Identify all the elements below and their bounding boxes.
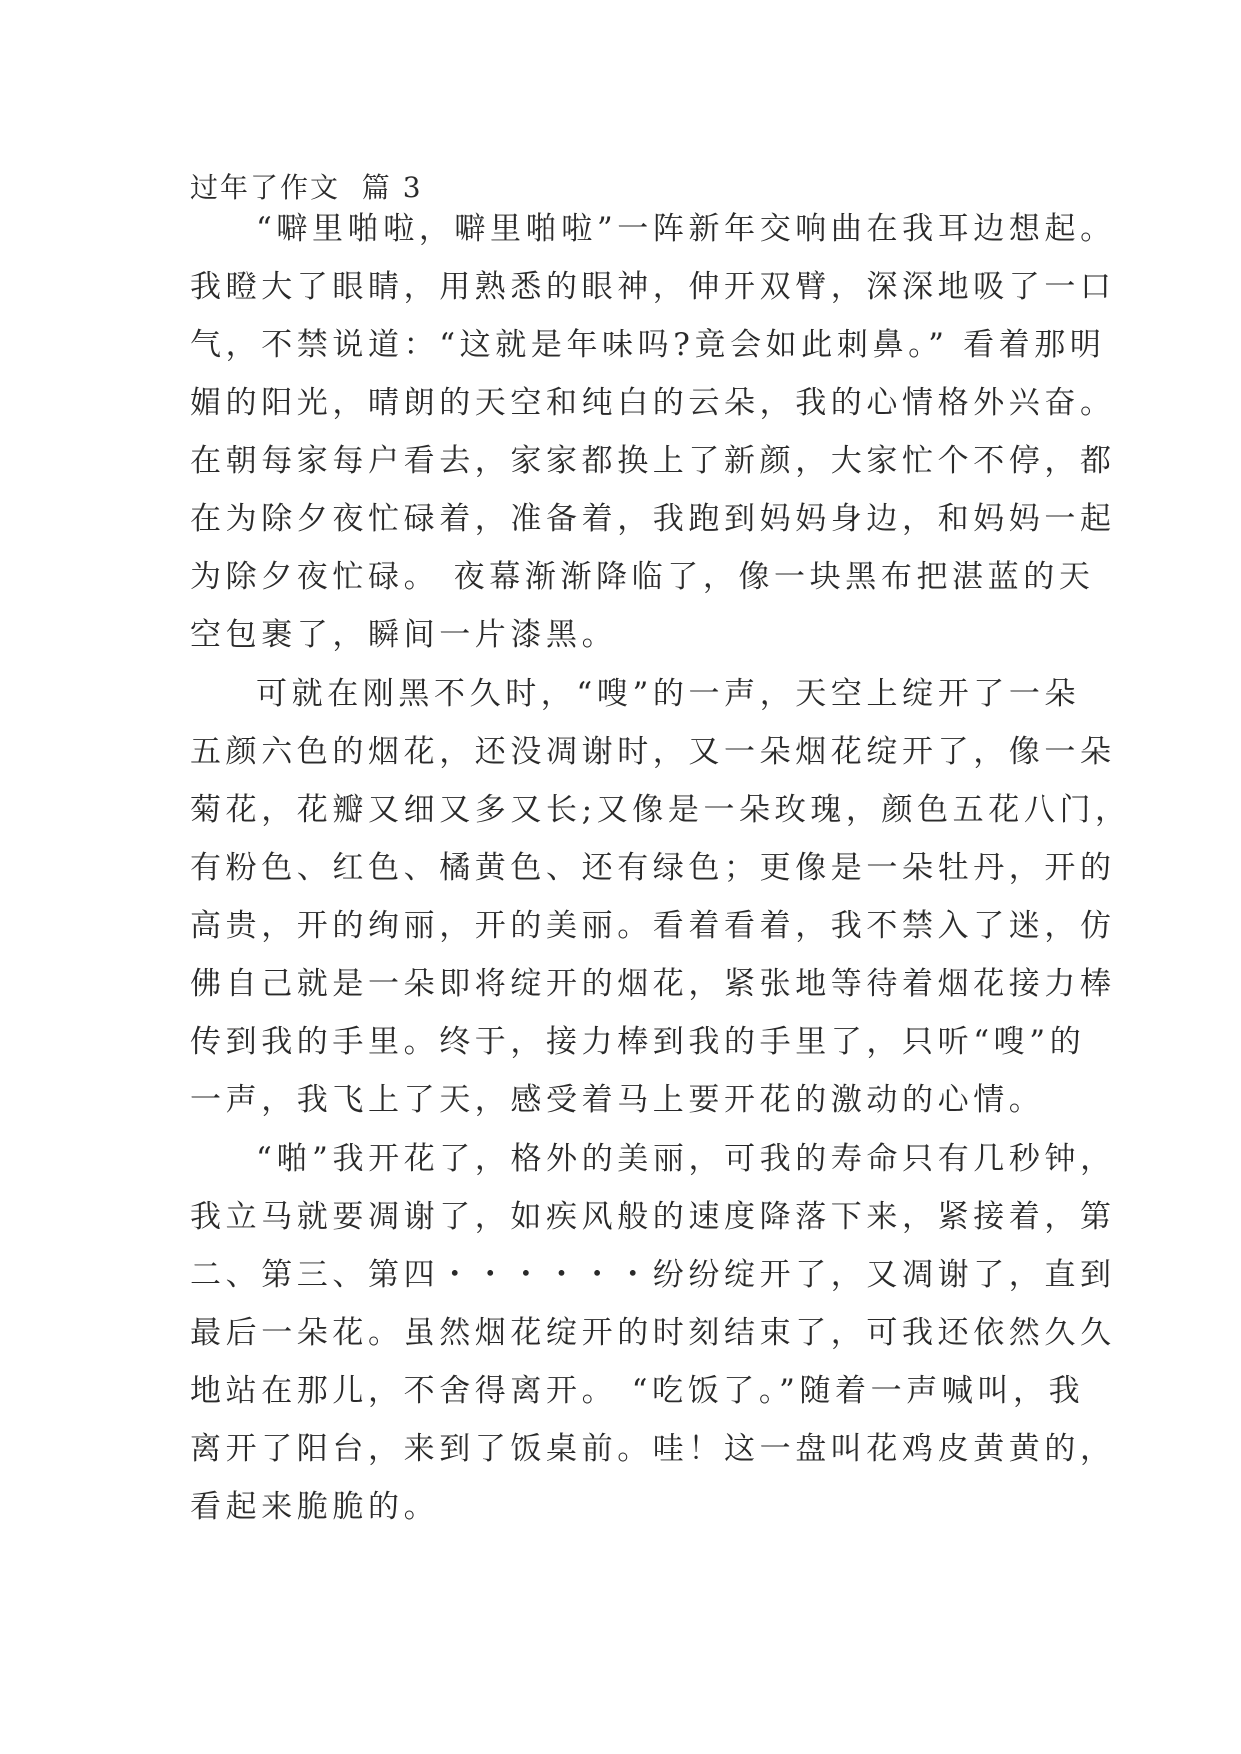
text-line: 在为除夕夜忙碌着，准备着，我跑到妈妈身边，和妈妈一起: [190, 501, 1116, 537]
text-line: 可就在刚黑不久时，“嗖”的一声，天空上绽开了一朵: [256, 676, 1081, 712]
paragraph-3: [190, 1130, 1116, 1536]
paragraph-2: [190, 665, 1131, 1129]
text-line: 为除夕夜忙碌。 夜幕渐渐降临了，像一块黑布把湛蓝的天: [190, 559, 1095, 595]
text-line: “噼里啪啦，噼里啪啦”一阵新年交响曲在我耳边想起。: [256, 211, 1116, 247]
text-line: 最后一朵花。虽然烟花绽开的时刻结束了，可我还依然久久: [190, 1315, 1116, 1351]
text-line: 地站在那儿，不舍得离开。 “吃饭了。”随着一声喊叫，我: [190, 1373, 1085, 1409]
text-line: 菊花，花瓣又细又多又长;又像是一朵玫瑰，颜色五花八门，: [190, 792, 1131, 828]
text-line: 我立马就要凋谢了，如疾风般的速度降落下来，紧接着，第: [190, 1199, 1116, 1235]
text-line: 看起来脆脆的。: [190, 1489, 440, 1525]
paragraph-1: [190, 200, 1116, 664]
text-line: 传到我的手里。终于，接力棒到我的手里了，只听“嗖”的: [190, 1024, 1086, 1060]
text-line: 一声，我飞上了天，感受着马上要开花的激动的心情。: [190, 1082, 1045, 1118]
document-title: 过年了作文 篇 3: [190, 171, 423, 204]
text-line: 离开了阳台，来到了饭桌前。哇！这一盘叫花鸡皮黄黄的，: [190, 1431, 1116, 1467]
text-line: 媚的阳光，晴朗的天空和纯白的云朵，我的心情格外兴奋。: [190, 385, 1116, 421]
text-line: 佛自己就是一朵即将绽开的烟花，紧张地等待着烟花接力棒: [190, 966, 1116, 1002]
text-line: 气，不禁说道：“这就是年味吗?竟会如此刺鼻。” 看着那明: [190, 327, 1106, 363]
text-line: 我瞪大了眼睛，用熟悉的眼神，伸开双臂，深深地吸了一口: [190, 269, 1116, 305]
text-line: 五颜六色的烟花，还没凋谢时，又一朵烟花绽开了，像一朵: [190, 734, 1116, 770]
text-line: 有粉色、红色、橘黄色、还有绿色；更像是一朵牡丹，开的: [190, 850, 1116, 886]
text-line: 二、第三、第四・・・・・・纷纷绽开了，又凋谢了，直到: [190, 1257, 1116, 1293]
text-line: 空包裹了，瞬间一片漆黑。: [190, 617, 618, 653]
text-line: “啪”我开花了，格外的美丽，可我的寿命只有几秒钟，: [256, 1141, 1116, 1177]
text-line: 高贵，开的绚丽，开的美丽。看着看着，我不禁入了迷，仿: [190, 908, 1116, 944]
text-line: 在朝每家每户看去，家家都换上了新颜，大家忙个不停，都: [190, 443, 1116, 479]
